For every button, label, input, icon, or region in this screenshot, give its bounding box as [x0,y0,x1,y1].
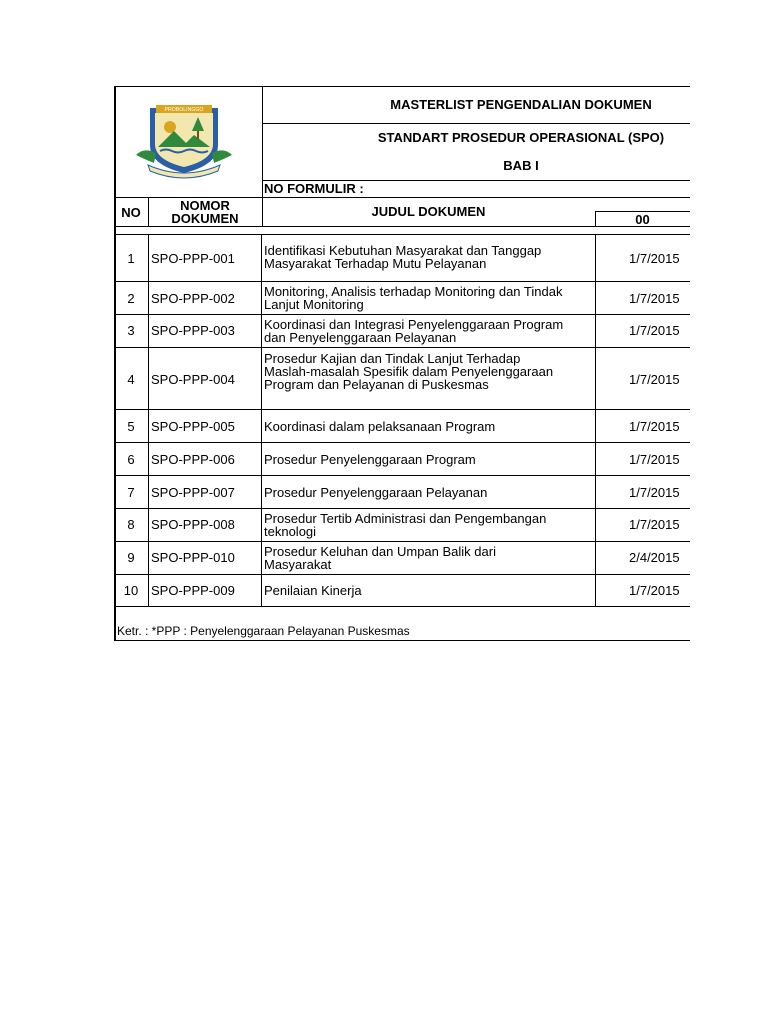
row-document-code: SPO-PPP-002 [151,291,235,306]
crest-wing-left [136,150,156,163]
row-document-date: 1/7/2015 [629,291,680,306]
frame-bottom [114,640,690,641]
row-document-title: Prosedur Kajian dan Tindak Lanjut Terhadap Maslah-masalah Spesifik dalam Penyelenggaraan Program dan Pelayanan di Puskesmas [264,351,554,392]
header-row1-bottom [262,123,690,124]
column-header-no: NO [121,205,141,220]
row-sep [114,508,690,509]
row-number: 4 [127,372,135,387]
row-number: 5 [127,419,135,434]
row-number: 9 [127,550,135,565]
row-sep [114,281,690,282]
row-sep [114,606,690,607]
row-document-code: SPO-PPP-004 [151,372,235,387]
data-top [114,234,690,235]
row-document-date: 2/4/2015 [629,550,680,565]
row-document-title: Koordinasi dan Integrasi Penyelenggaraan Program dan Penyelenggaraan Pelayanan [264,317,564,345]
row-sep [114,442,690,443]
row-document-code: SPO-PPP-010 [151,550,235,565]
row-document-title: Prosedur Tertib Administrasi dan Pengembangan teknologi [264,511,547,539]
row-document-title: Prosedur Keluhan dan Umpan Balik dari Masyarakat [264,544,496,572]
row-document-code: SPO-PPP-008 [151,517,235,532]
document-subtitle: STANDART PROSEDUR OPERASIONAL (SPO) [377,130,665,145]
revision-number: 00 [635,212,650,227]
row-document-title: Prosedur Penyelenggaraan Pelayanan [264,485,488,500]
row-document-code: SPO-PPP-001 [151,251,235,266]
row-document-date: 1/7/2015 [629,372,680,387]
row-sep [114,409,690,410]
col-divider-code [261,234,262,607]
frame-top [114,86,690,87]
row-number: 3 [127,323,135,338]
column-header-dokumen: DOKUMEN [171,211,239,226]
row-number: 6 [127,452,135,467]
row-document-title: Identifikasi Kebutuhan Masyarakat dan Tanggap Masyarakat Terhadap Mutu Pelayanan [264,243,542,271]
row-number: 1 [127,251,135,266]
chapter-label: BAB I [503,158,539,173]
column-header-judul: JUDUL DOKUMEN [371,204,486,219]
row-document-title: Monitoring, Analisis terhadap Monitoring dan Tindak Lanjut Monitoring [264,284,563,312]
row-sep [114,314,690,315]
row-sep [114,574,690,575]
row-document-date: 1/7/2015 [629,452,680,467]
row-document-date: 1/7/2015 [629,323,680,338]
row-document-title: Prosedur Penyelenggaraan Program [264,452,476,467]
row-sep [114,475,690,476]
row-document-date: 1/7/2015 [629,251,680,266]
row-sep [114,541,690,542]
row-number: 2 [127,291,135,306]
crest-wing-right [212,150,232,163]
row-document-code: SPO-PPP-003 [151,323,235,338]
row-sep [114,347,690,348]
crest-banner-text: PROBOLINGGO [164,107,204,114]
row-document-code: SPO-PPP-005 [151,419,235,434]
regency-crest-icon [134,101,234,179]
row-document-date: 1/7/2015 [629,485,680,500]
row-number: 8 [127,517,135,532]
footnote: Ketr. : *PPP : Penyelenggaraan Pelayanan Puskesmas [117,624,410,638]
form-number-label: NO FORMULIR : [264,181,364,196]
row-document-date: 1/7/2015 [629,517,680,532]
row-document-date: 1/7/2015 [629,419,680,434]
column-header-nomor: NOMOR [180,198,230,213]
row-number: 10 [123,583,139,598]
row-document-code: SPO-PPP-007 [151,485,235,500]
document-title: MASTERLIST PENGENDALIAN DOKUMEN [390,97,652,112]
row-number: 7 [127,485,135,500]
row-document-title: Penilaian Kinerja [264,583,362,598]
col-divider-no [148,234,149,607]
row-document-code: SPO-PPP-009 [151,583,235,598]
col-divider-title [595,234,596,607]
row-document-title: Koordinasi dalam pelaksanaan Program [264,419,496,434]
row-document-date: 1/7/2015 [629,583,680,598]
row-document-code: SPO-PPP-006 [151,452,235,467]
